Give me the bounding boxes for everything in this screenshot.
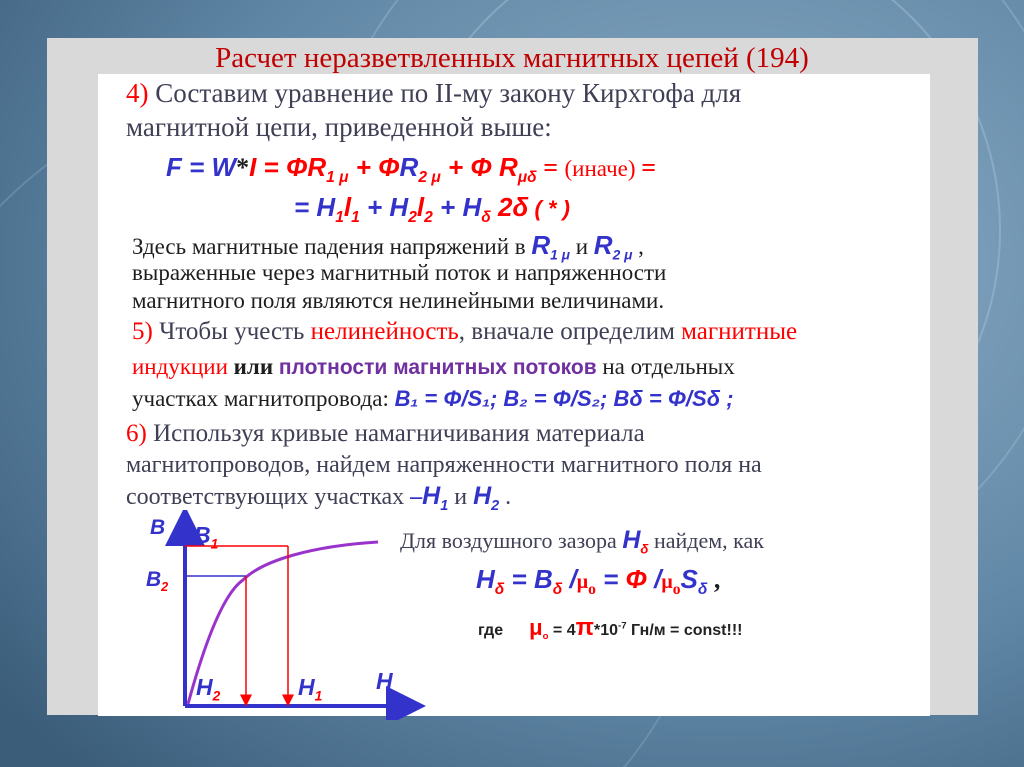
b2-label: $B_2$ bbox=[146, 568, 169, 595]
note-line3: магнитного поля являются нелинейными величинами. bbox=[132, 288, 665, 313]
induction-formulas: B₁ = Φ/S₁; B₂ = Φ/S₂; Bδ = Φ/Sδ ; bbox=[394, 386, 734, 411]
step4-line1: 4) Составим уравнение по II-му закону Кирхгофа для bbox=[126, 78, 742, 108]
kirchhoff-equation-2: = $H_1l_1 + H_2l_2 + H_\delta$ 2δ ( * ) bbox=[294, 192, 570, 227]
step5-line1: 5) Чтобы учесть нелинейность, вначале определим магнитные bbox=[132, 318, 798, 345]
content-area bbox=[98, 74, 930, 716]
axis-h-label: H bbox=[376, 668, 393, 694]
step6-line3: соответствующих участках $-H_1$ и $H_2$ . bbox=[126, 482, 512, 514]
note-line1: Здесь магнитные падения напряжений в $R_{1 \mu}$ и $R_{2 \mu}$ , bbox=[132, 230, 644, 263]
step6-line2: магнитопроводов, найдем напряженности магнитного поля на bbox=[126, 452, 762, 478]
slide-title: Расчет неразветвленных магнитных цепей (194) bbox=[215, 42, 809, 74]
step4-number: 4) bbox=[126, 78, 149, 108]
step6-line1: 6) Используя кривые намагничивания материала bbox=[126, 420, 645, 447]
h2-label: $H_2$ bbox=[196, 674, 221, 704]
air-gap-line: Для воздушного зазора $H_\delta$ найдем, как bbox=[400, 526, 764, 557]
kirchhoff-equation-1: $F = W*I = \Phi R_{1 \mu} + \Phi R_{2 \mu} + \Phi$ $R_{\mu\delta}$ = (иначе) = bbox=[166, 152, 657, 187]
step5-line3: участках магнитопровода: B₁ = Φ/S₁; B₂ = Φ/S₂; Bδ = Φ/Sδ ; bbox=[132, 386, 734, 411]
h1-label: $H_1$ bbox=[298, 674, 323, 704]
step5-line2: индукции или плотности магнитных потоков на отдельных bbox=[132, 354, 735, 379]
axis-b-label: B bbox=[150, 516, 166, 539]
air-gap-formula: $H_\delta = B_\delta$ $/\mu_o = \Phi$ $/\mu_oS_\delta$ , bbox=[476, 564, 721, 599]
note-line2: выраженные через магнитный поток и напряженности bbox=[132, 260, 667, 285]
b1-label: $B_1$ bbox=[194, 522, 219, 552]
step4-line2: магнитной цепи, приведенной выше: bbox=[126, 112, 552, 142]
mu0-definition: где $\mu_o = 4\pi*10^{-7}$ Гн/м = const!!! bbox=[478, 614, 743, 643]
